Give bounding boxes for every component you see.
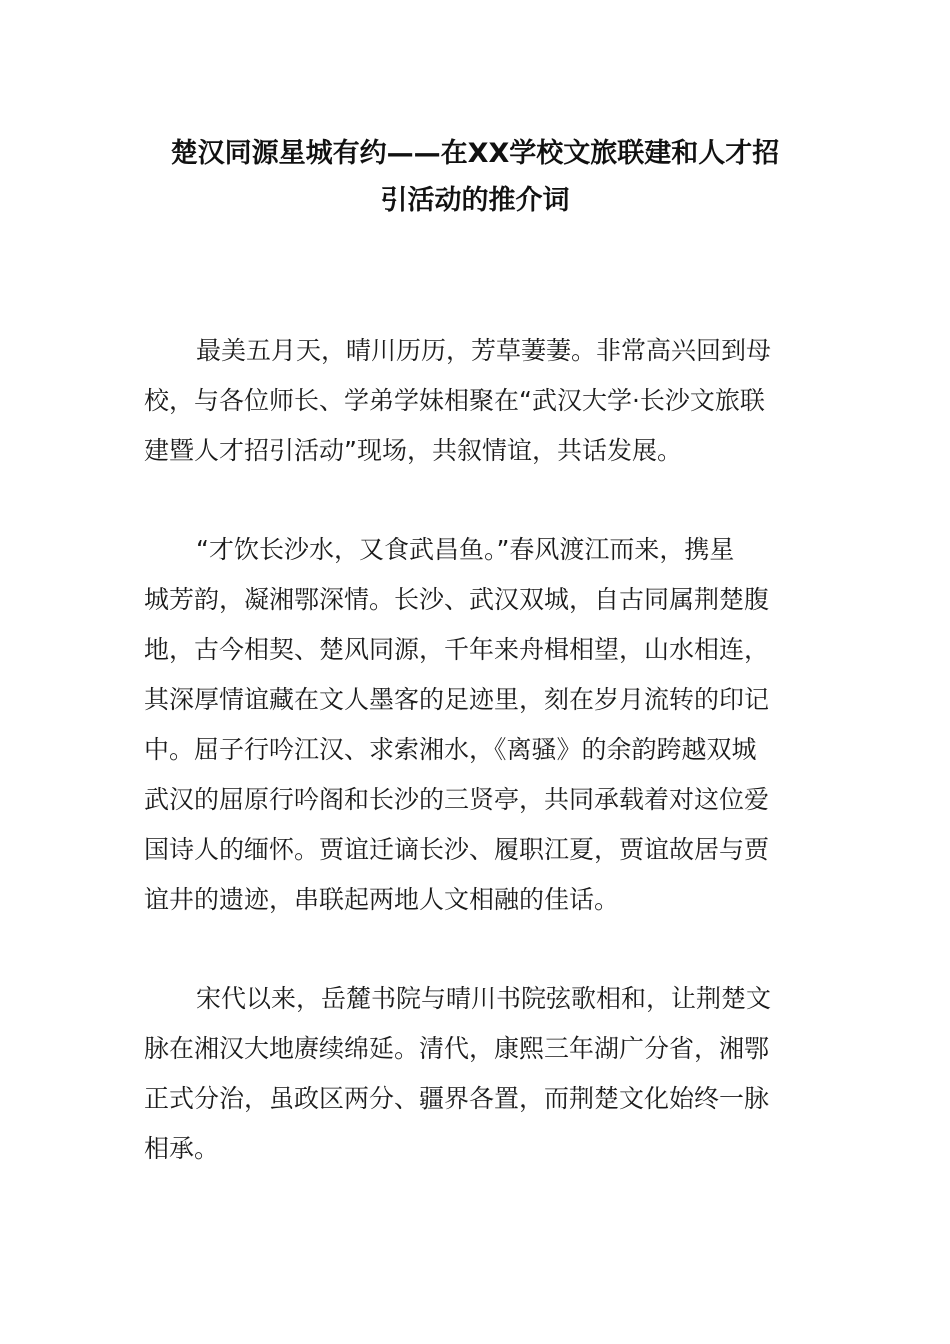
paragraph-line: 正式分治，虽政区两分、疆界各置，而荆楚文化始终一脉	[144, 1084, 770, 1113]
paragraph-line: 武汉的屈原行吟阁和长沙的三贤亭，共同承载着对这位爱	[144, 785, 770, 814]
paragraph-line: 相承。	[144, 1134, 220, 1163]
paragraph-academies	[144, 974, 809, 1174]
paragraph-line: 校，与各位师长、学弟学妹相聚在“武汉大学·长沙文旅联	[144, 386, 765, 415]
paragraph-line: 宋代以来，岳麓书院与晴川书院弦歌相和，让荆楚文	[196, 984, 772, 1013]
paragraph-line: 脉在湘汉大地赓续绵延。清代，康熙三年湖广分省，湘鄂	[144, 1034, 770, 1063]
paragraph-line: 国诗人的缅怀。贾谊迁谪长沙、履职江夏，贾谊故居与贾	[144, 835, 770, 864]
paragraph-line: 其深厚情谊藏在文人墨客的足迹里，刻在岁月流转的印记	[144, 685, 770, 714]
document-title	[140, 130, 810, 224]
paragraph-opening	[144, 326, 809, 476]
paragraph-line: 城芳韵，凝湘鄂深情。长沙、武汉双城，自古同属荆楚腹	[144, 585, 770, 614]
paragraph-history	[144, 525, 809, 925]
title-line: 引活动的推介词	[380, 185, 570, 216]
paragraph-line: 谊井的遗迹，串联起两地人文相融的佳话。	[144, 885, 620, 914]
paragraph-line: “才饮长沙水，又食武昌鱼。”春风渡江而来，携星	[196, 535, 735, 564]
paragraph-line: 最美五月天，晴川历历，芳草萋萋。非常高兴回到母	[196, 336, 772, 365]
paragraph-line: 中。屈子行吟江汉、求索湘水，《离骚》的余韵跨越双城	[144, 735, 757, 764]
paragraph-line: 地，古今相契、楚风同源，千年来舟楫相望，山水相连，	[144, 635, 770, 664]
title-line: 楚汉同源星城有约——在XX学校文旅联建和人才招	[170, 138, 780, 169]
paragraph-line: 建暨人才招引活动”现场，共叙情谊，共话发展。	[144, 436, 682, 465]
